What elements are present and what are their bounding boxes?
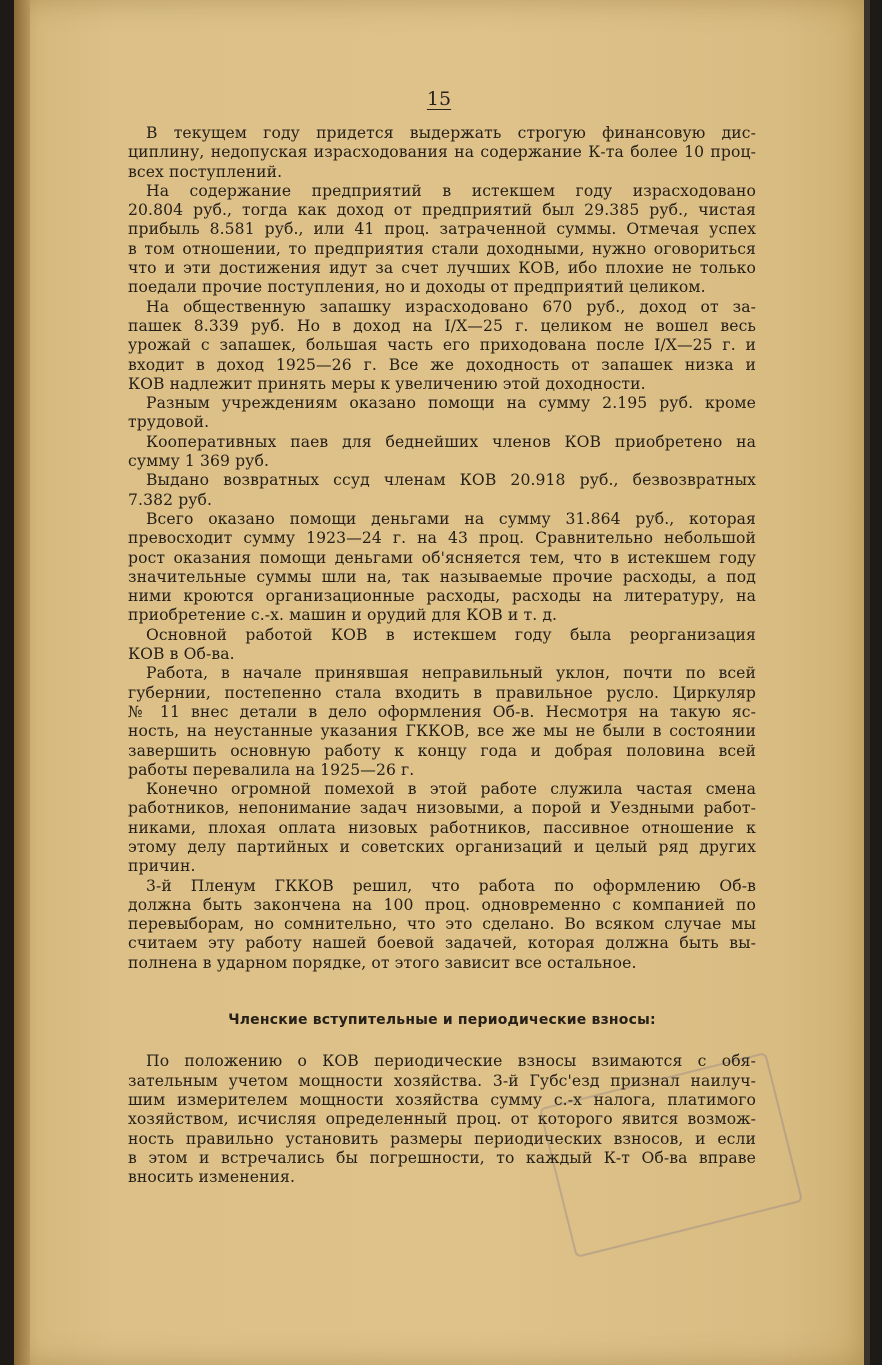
text-line: полнена в ударном порядке, от этого зависит все остальное. [128, 953, 637, 972]
text-line: 7.382 руб. [128, 490, 213, 509]
text-line: приобретение с.-х. машин и орудий для КОВ и т. д. [128, 606, 558, 625]
text-line: урожай с запашек, большая часть его приходована после I/X—25 г. и [128, 336, 756, 355]
page-number [14, 88, 864, 110]
text-line: причин. [128, 857, 196, 876]
text-line: На общественную запашку израсходовано 670 руб., доход от за- [146, 297, 756, 316]
text-line: № 11 внес детали в дело оформления Об-в. Несмотря на такую яс- [128, 702, 756, 721]
paragraph [128, 471, 756, 510]
text-line: КОВ в Об-ва. [128, 645, 235, 664]
text-line: На содержание предприятий в истекшем году израсходовано [146, 181, 756, 200]
text-line: зательным учетом мощности хозяйства. 3-й Губс'езд признал наилуч- [128, 1071, 756, 1090]
text-line: пашек 8.339 руб. Но в доход на I/X—25 г. целиком не вошел весь [128, 316, 756, 335]
text-line: Конечно огромной помехой в этой работе служила частая смена [146, 780, 756, 799]
text-line: ними кроются организационные расходы, расходы на литературу, на [128, 587, 756, 606]
paragraph [128, 780, 756, 876]
paragraph [128, 124, 756, 182]
text-line: поедали прочие поступления, но и доходы от предприятий целиком. [128, 278, 706, 297]
text-line: ность, на неустанные указания ГККОВ, все же мы не были в состоянии [128, 722, 756, 741]
paragraph [128, 394, 756, 433]
text-line: значительные суммы шли на, так называемые прочие расходы, а под [128, 567, 756, 586]
paragraph [128, 664, 756, 780]
text-line: шим измерителем мощности хозяйства сумму с.-х налога, платимого [128, 1090, 756, 1109]
text-line: работников, непонимание задач низовыми, а порой и Уездными работ- [128, 799, 756, 818]
text-line: ность правильно установить размеры периодических взносов, и если [128, 1129, 756, 1148]
paragraph [128, 433, 756, 472]
text-line: считаем эту работу нашей боевой задачей, которая должна быть вы- [128, 934, 756, 953]
text-line: никами, плохая оплата низовых работников, пассивное отношение к [128, 818, 756, 837]
section-heading: Членские вступительные и периодические взносы: [228, 1012, 656, 1029]
text-line: По положению о КОВ периодические взносы взимаются с обя- [146, 1052, 756, 1071]
text-line: прибыль 8.581 руб., или 41 проц. затраченной суммы. Отмечая успех [128, 220, 756, 239]
text-line: циплину, недопуская израсходования на содержание К-та более 10 проц- [128, 143, 756, 162]
text-line: перевыборам, но сомнительно, что это сделано. Во всяком случае мы [128, 915, 756, 934]
paragraph [128, 510, 756, 626]
text-line: вносить изменения. [128, 1168, 296, 1187]
text-line: 20.804 руб., тогда как доход от предприятий был 29.385 руб., чистая [128, 201, 756, 220]
text-line: должна быть закончена на 100 проц. одновременно с компанией по [128, 895, 756, 914]
page-number-text: 15 [426, 88, 452, 110]
text-line: Работа, в начале принявшая неправильный уклон, почти по всей [146, 664, 756, 683]
paragraph [128, 182, 756, 298]
bottom-paragraphs [128, 1052, 756, 1187]
text-line: входит в доход 1925—26 г. Все же доходность от запашек низка и [128, 355, 756, 374]
document-page [14, 0, 864, 1365]
paragraph [128, 298, 756, 394]
book-spine [14, 0, 30, 1365]
text-line: всех поступлений. [128, 162, 283, 181]
body-text [128, 124, 756, 1187]
text-line: работы перевалила на 1925—26 г. [128, 760, 415, 779]
text-line: Выдано возвратных ссуд членам КОВ 20.918 руб., безвозвратных [146, 471, 756, 490]
text-line: завершить основную работу к концу года и добрая половина всей [128, 741, 756, 760]
paragraph [128, 877, 756, 973]
text-line: Всего оказано помощи деньгами на сумму 31.864 руб., которая [146, 509, 756, 528]
text-line: Кооперативных паев для беднейших членов КОВ приобретено на [146, 432, 756, 451]
paragraph [128, 626, 756, 665]
text-line: рост оказания помощи деньгами об'ясняется тем, что в истекшем году [128, 548, 756, 567]
top-paragraphs [128, 124, 756, 973]
text-line: трудовой. [128, 413, 210, 432]
text-line: Разным учреждениям оказано помощи на сумму 2.195 руб. кроме [146, 394, 756, 413]
text-line: КОВ надлежит принять меры к увеличению этой доходности. [128, 374, 646, 393]
text-line: 3-й Пленум ГККОВ решил, что работа по оформлению Об-в [146, 876, 756, 895]
text-line: Основной работой КОВ в истекшем году была реорганизация [146, 625, 756, 644]
page-edge [864, 0, 870, 1365]
text-line: в том отношении, то предприятия стали доходными, нужно оговориться [128, 239, 756, 258]
text-line: превосходит сумму 1923—24 г. на 43 проц. Сравнительно небольшой [128, 529, 756, 548]
text-line: в этом и встречались бы погрешности, то каждый К-т Об-ва вправе [128, 1148, 756, 1167]
text-line: что и эти достижения идут за счет лучших КОВ, ибо плохие не только [128, 259, 756, 278]
paragraph [128, 1052, 756, 1187]
text-line: В текущем году придется выдержать строгую финансовую дис- [146, 124, 756, 142]
text-line: губернии, постепенно стала входить в правильное русло. Циркуляр [128, 683, 756, 702]
text-line: хозяйством, исчисляя определенный проц. от которого явится возмож- [128, 1110, 756, 1129]
text-line: сумму 1 369 руб. [128, 452, 269, 471]
text-line: этому делу партийных и советских организаций и целый ряд других [128, 837, 756, 856]
